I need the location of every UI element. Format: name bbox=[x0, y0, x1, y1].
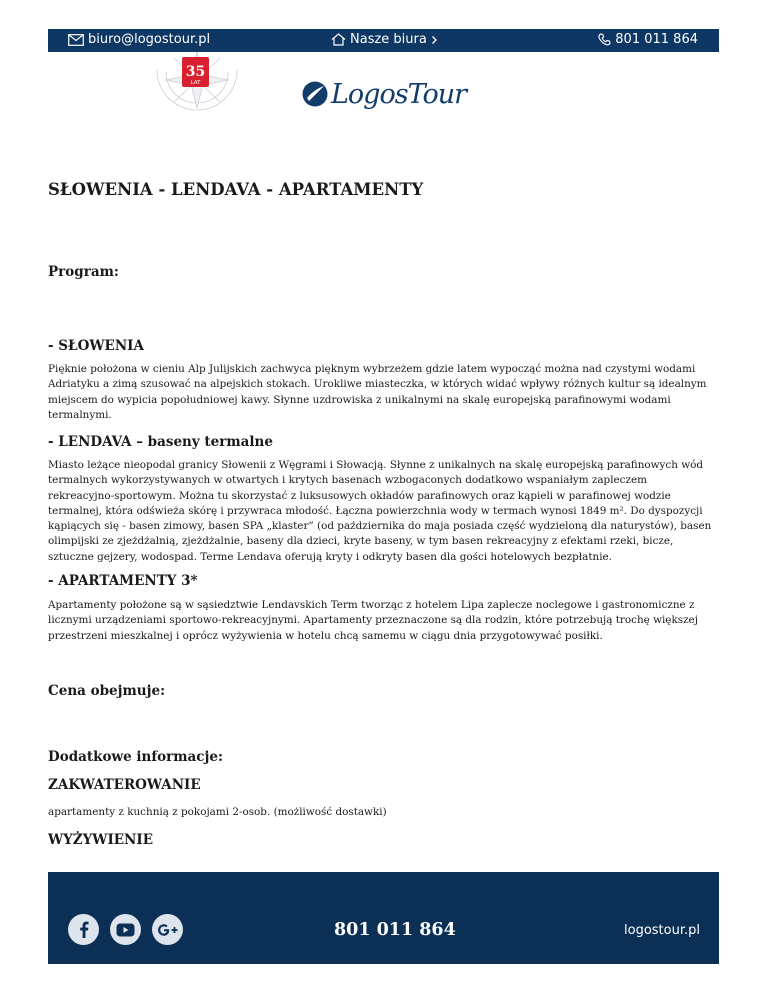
youtube-button[interactable] bbox=[110, 914, 141, 945]
globe-logo-icon bbox=[302, 81, 328, 107]
envelope-icon bbox=[68, 34, 84, 46]
google-plus-button[interactable] bbox=[152, 914, 183, 945]
text-line: termalnych wykorzystywanych w otwartych i krytych basenach wzbogaconych dodatkowo wspaniałym zapleczem bbox=[48, 474, 647, 487]
anniversary-badge bbox=[152, 52, 242, 118]
section-heading-apartments: - APARTAMENTY 3* bbox=[48, 573, 198, 589]
accommodation-text: apartamenty z kuchnią z pokojami 2-osob. (możliwość dostawki) bbox=[48, 806, 387, 818]
chevron-right-icon bbox=[431, 35, 438, 45]
facebook-button[interactable] bbox=[68, 914, 99, 945]
email-text: biuro@logostour.pl bbox=[88, 32, 211, 47]
facebook-icon bbox=[79, 921, 89, 938]
text-line: olimpijski ze zjeżdżalnią, zjeżdżalnie, baseny dla dzieci, kryte baseny, w tym basen rekreacyjny z efektami rzeki, bicze, bbox=[48, 535, 674, 548]
info-heading: Dodatkowe informacje: bbox=[48, 749, 223, 765]
text-line: kąpiących się - basen zimowy, basen SPA „klaster” (od października do maja posiada część wydzieloną dla naturystów), basen bbox=[48, 520, 712, 533]
section-text-slovenia bbox=[48, 362, 720, 423]
text-line: termalnymi. bbox=[48, 408, 112, 421]
offices-text: Nasze biura bbox=[350, 32, 427, 47]
top-contact-bar bbox=[48, 29, 719, 52]
offices-link[interactable] bbox=[331, 32, 438, 47]
text-line: miejscem do wypicia popołudniowej kawy. Słynne uzdrowiska z unikalnymi na skalę europejską parafinowymi wodami bbox=[48, 393, 671, 406]
footer-website-link[interactable]: logostour.pl bbox=[624, 923, 700, 938]
price-heading: Cena obejmuje: bbox=[48, 683, 166, 699]
phone-icon bbox=[598, 33, 611, 46]
text-line: sztuczne gejzery, wodospad. Terme Lendava oferują kryty i odkryty basen dla gości hotelowych bezpłatnie. bbox=[48, 550, 612, 563]
section-text-lendava bbox=[48, 458, 720, 565]
badge-caption: LAT bbox=[190, 80, 201, 86]
program-heading: Program: bbox=[48, 264, 119, 280]
text-line: Pięknie położona w cieniu Alp Julijskich zachwyca pięknym wybrzeżem gdzie latem wypocząć można nad czystymi wodami bbox=[48, 363, 696, 375]
youtube-icon bbox=[116, 923, 135, 937]
home-icon bbox=[331, 33, 346, 46]
phone-link[interactable] bbox=[598, 32, 698, 47]
text-line: Miasto leżące nieopodal granicy Słowenii z Węgrami i Słowacją. Słynne z unikalnych na skalę europejską parafinowych wód bbox=[48, 459, 704, 471]
phone-text: 801 011 864 bbox=[615, 32, 698, 47]
footer-phone[interactable]: 801 011 864 bbox=[334, 920, 456, 940]
page-title: SŁOWENIA - LENDAVA - APARTAMENTY bbox=[48, 180, 424, 199]
text-line: termalnej, która odświeża skórę i przywraca młodość. Łączna powierzchnia wody w termach wynosi 1849 m². Do dyspozycji bbox=[48, 504, 703, 517]
text-line: Apartamenty położone są w sąsiedztwie Lendavskich Term tworząc z hotelem Lipa zaplecze noclegowe i gastronomiczne z bbox=[48, 599, 695, 611]
section-heading-lendava: - LENDAVA – baseny termalne bbox=[48, 434, 273, 450]
accommodation-heading: ZAKWATEROWANIE bbox=[48, 777, 201, 793]
badge-number: 35 bbox=[185, 64, 206, 80]
google-plus-icon bbox=[157, 923, 179, 937]
compass-rose-icon bbox=[152, 52, 242, 118]
text-line: rekreacyjno-sportowym. Można tu skorzystać z luksusowych okładów parafinowych oraz kąpieli w parafinowej wodzie bbox=[48, 489, 671, 502]
text-line: przestrzeni mieszkalnej i oprócz wyżywienia w hotelu chcą samemu w ciągu dnia przygotowywać posiłki. bbox=[48, 629, 603, 642]
meals-heading: WYŻYWIENIE bbox=[48, 832, 154, 848]
section-heading-slovenia: - SŁOWENIA bbox=[48, 338, 144, 354]
section-text-apartments bbox=[48, 598, 720, 644]
logo-text: LogosTour bbox=[331, 78, 467, 110]
text-line: licznymi urządzeniami sportowo-rekreacyjnymi. Apartamenty przeznaczone są dla rodzin, które potrzebują trochę większej bbox=[48, 614, 698, 627]
footer-bar bbox=[48, 872, 719, 964]
email-link[interactable] bbox=[68, 32, 210, 47]
text-line: Adriatyku a zimą szusować na alpejskich stokach. Urokliwe miasteczka, w których widać wpływy różnych kultur są idealnym bbox=[48, 378, 707, 391]
logostour-logo[interactable] bbox=[302, 77, 466, 111]
